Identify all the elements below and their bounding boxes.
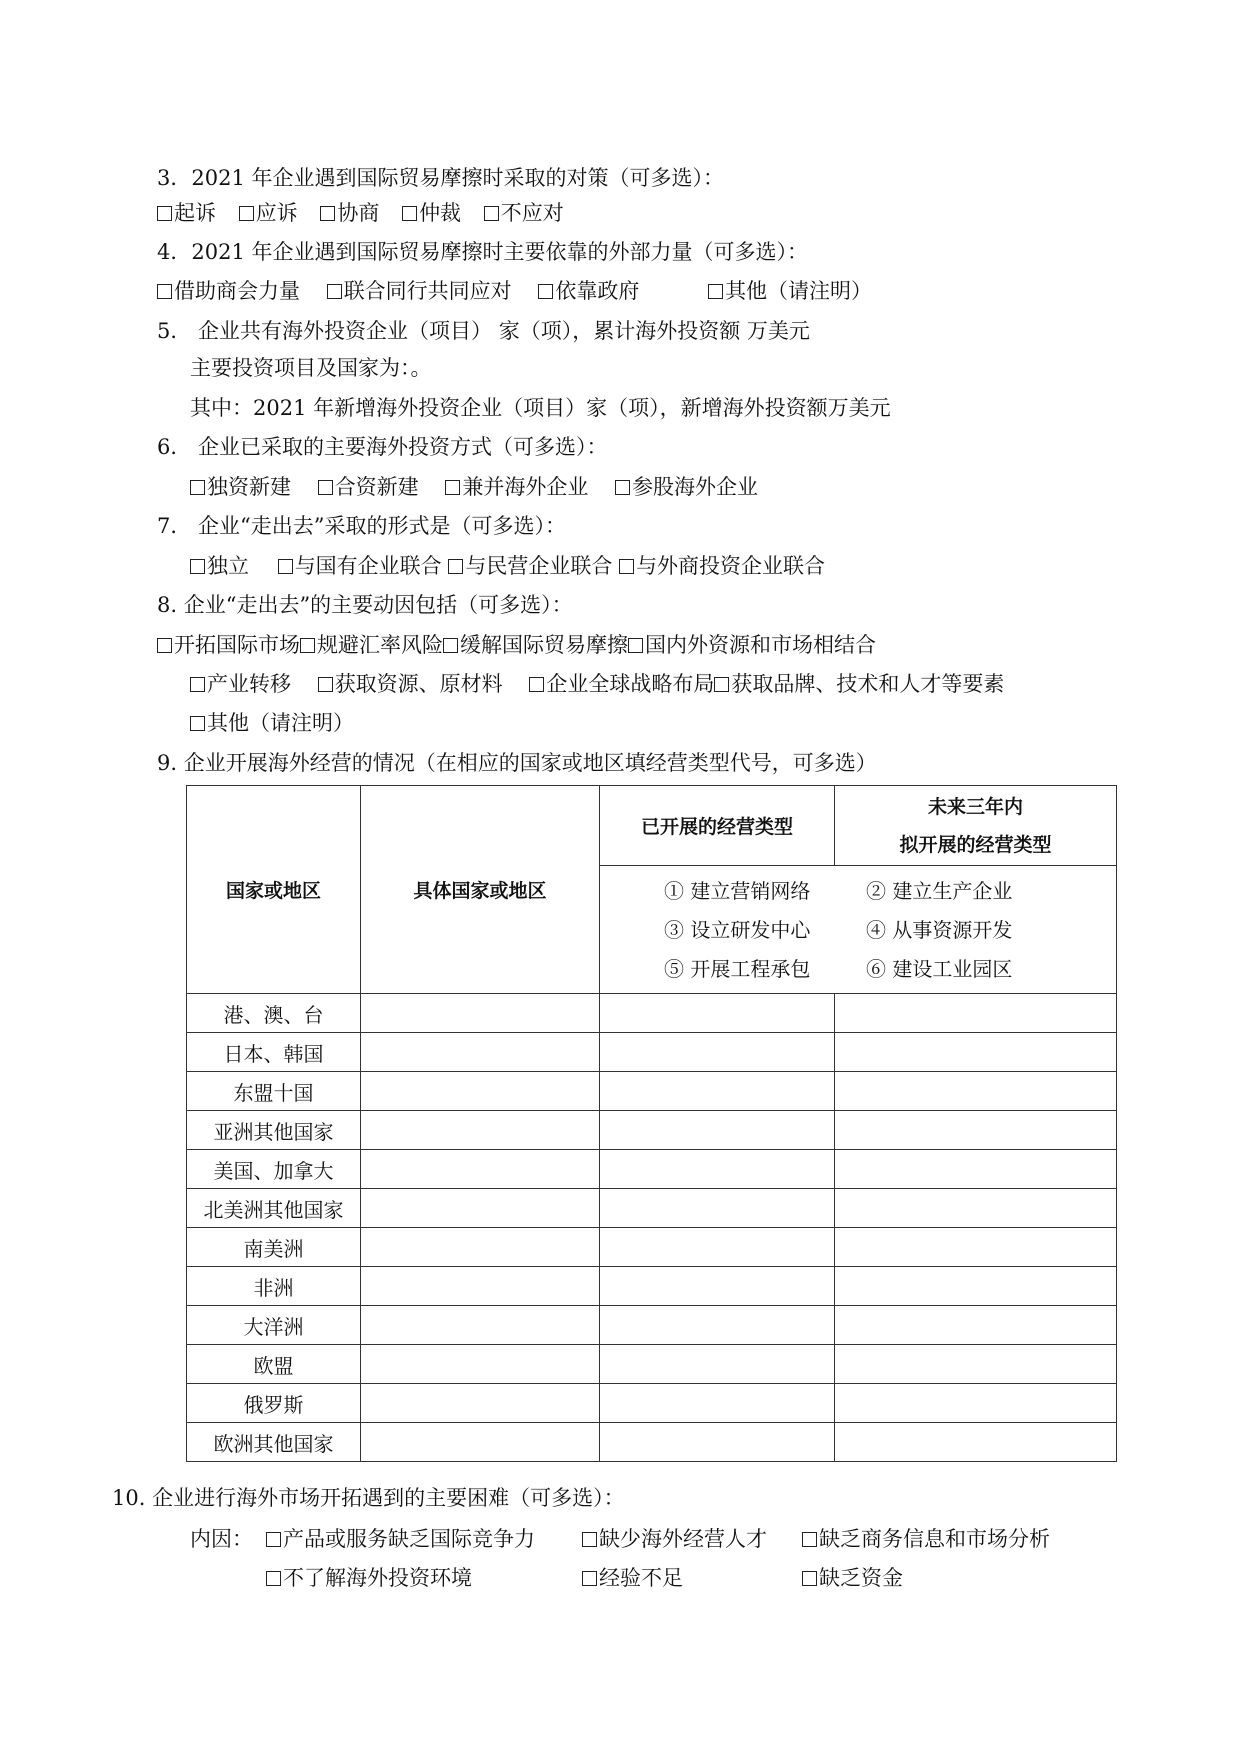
q4-option-other[interactable]: 其他（请注明） <box>708 277 872 305</box>
planned-cell[interactable] <box>835 1306 1117 1345</box>
existing-cell[interactable] <box>600 1189 835 1228</box>
specific-cell[interactable] <box>361 1306 600 1345</box>
q10-options-row2 <box>266 1564 903 1592</box>
specific-cell[interactable] <box>361 1150 600 1189</box>
checkbox-icon <box>190 677 205 692</box>
q8-title: 8. 企业“走出去”的主要动因包括（可多选）： <box>157 593 573 617</box>
checkbox-icon <box>278 559 293 574</box>
table-row <box>187 1072 1117 1111</box>
checkbox-icon <box>402 206 417 221</box>
table-row <box>187 1384 1117 1423</box>
planned-cell[interactable] <box>835 1228 1117 1267</box>
q10-options-row1 <box>190 1525 1050 1553</box>
q8-options-row1 <box>157 631 876 659</box>
region-cell: 日本、韩国 <box>187 1033 361 1072</box>
q10-option-funding[interactable]: 缺乏资金 <box>802 1564 903 1592</box>
table-row <box>187 1111 1117 1150</box>
region-cell: 俄罗斯 <box>187 1384 361 1423</box>
specific-cell[interactable] <box>361 1111 600 1150</box>
q9-title: 9. 企业开展海外经营的情况（在相应的国家或地区填经营类型代号，可多选） <box>157 751 877 775</box>
q7-option-foreign[interactable]: 与外商投资企业联合 <box>619 552 825 580</box>
q6-option-joint-venture[interactable]: 合资新建 <box>318 473 419 501</box>
planned-cell[interactable] <box>835 1423 1117 1462</box>
table-row <box>187 1306 1117 1345</box>
existing-cell[interactable] <box>600 1306 835 1345</box>
specific-cell[interactable] <box>361 1384 600 1423</box>
region-cell: 东盟十国 <box>187 1072 361 1111</box>
q6-options <box>190 473 758 501</box>
checkbox-icon <box>327 284 342 299</box>
q10-internal-label: 内因： <box>190 1527 253 1551</box>
checkbox-icon <box>157 284 172 299</box>
q3-option-sue[interactable]: 起诉 <box>157 199 216 227</box>
checkbox-icon <box>190 716 205 731</box>
table-row <box>187 994 1117 1033</box>
existing-cell[interactable] <box>600 1228 835 1267</box>
specific-cell[interactable] <box>361 1267 600 1306</box>
checkbox-icon <box>300 638 315 653</box>
q4-option-chamber[interactable]: 借助商会力量 <box>157 277 300 305</box>
planned-cell[interactable] <box>835 1033 1117 1072</box>
q5-line3: 其中：2021 年新增海外投资企业（项目）家（项），新增海外投资额万美元 <box>190 396 891 420</box>
header-region: 国家或地区 <box>187 786 361 994</box>
q5-title: 5． 企业共有海外投资企业（项目） 家（项），累计海外投资额 万美元 <box>157 319 810 343</box>
q8-option-industry-transfer[interactable]: 产业转移 <box>190 670 291 698</box>
code-6: ⑥ 建设工业园区 <box>866 957 1013 981</box>
checkbox-icon <box>448 559 463 574</box>
q7-option-state-owned[interactable]: 与国有企业联合 <box>278 552 442 580</box>
checkbox-icon <box>443 638 458 653</box>
checkbox-icon <box>802 1532 817 1547</box>
checkbox-icon <box>318 480 333 495</box>
planned-cell[interactable] <box>835 1072 1117 1111</box>
header-existing-types: 已开展的经营类型 <box>600 786 835 866</box>
q3-title: 3．2021 年企业遇到国际贸易摩擦时采取的对策（可多选）： <box>157 166 724 190</box>
q10-option-talent[interactable]: 缺少海外经营人才 <box>582 1525 802 1553</box>
q10-option-experience[interactable]: 经验不足 <box>582 1564 802 1592</box>
region-cell: 欧盟 <box>187 1345 361 1384</box>
q6-option-wholly-owned[interactable]: 独资新建 <box>190 473 291 501</box>
q8-option-trade-friction[interactable]: 缓解国际贸易摩擦 <box>443 631 628 659</box>
region-cell: 港、澳、台 <box>187 994 361 1033</box>
code-row <box>600 950 1116 989</box>
region-cell: 非洲 <box>187 1267 361 1306</box>
header-planned-line2: 拟开展的经营类型 <box>899 833 1052 856</box>
q6-option-merger[interactable]: 兼并海外企业 <box>445 473 588 501</box>
table-row <box>187 1228 1117 1267</box>
existing-cell[interactable] <box>600 1423 835 1462</box>
existing-cell[interactable] <box>600 1072 835 1111</box>
checkbox-icon <box>320 206 335 221</box>
q10-option-environment[interactable]: 不了解海外投资环境 <box>266 1564 582 1592</box>
checkbox-icon <box>266 1532 281 1547</box>
existing-cell[interactable] <box>600 1345 835 1384</box>
q6-title: 6． 企业已采取的主要海外投资方式（可多选）： <box>157 435 608 459</box>
specific-cell[interactable] <box>361 1345 600 1384</box>
checkbox-icon <box>538 284 553 299</box>
checkbox-icon <box>529 677 544 692</box>
q8-option-global-strategy[interactable]: 企业全球战略布局 <box>529 670 714 698</box>
q8-option-raw-materials[interactable]: 获取资源、原材料 <box>318 670 503 698</box>
planned-cell[interactable] <box>835 1267 1117 1306</box>
specific-cell[interactable] <box>361 1033 600 1072</box>
table-row <box>187 1033 1117 1072</box>
region-cell: 亚洲其他国家 <box>187 1111 361 1150</box>
q10-option-competitiveness[interactable]: 产品或服务缺乏国际竞争力 <box>266 1525 582 1553</box>
code-3: ③ 设立研发中心 <box>664 918 811 942</box>
code-5: ⑤ 开展工程承包 <box>664 957 811 981</box>
planned-cell[interactable] <box>835 1150 1117 1189</box>
q4-title: 4．2021 年企业遇到国际贸易摩擦时主要依靠的外部力量（可多选）： <box>157 240 808 264</box>
existing-cell[interactable] <box>600 1111 835 1150</box>
checkbox-icon <box>615 480 630 495</box>
q4-options <box>157 277 872 305</box>
specific-cell[interactable] <box>361 1228 600 1267</box>
overseas-operations-table <box>186 785 1117 1462</box>
q8-option-markets[interactable]: 开拓国际市场 <box>157 631 300 659</box>
q8-options-row3 <box>190 709 354 737</box>
q6-option-equity[interactable]: 参股海外企业 <box>615 473 758 501</box>
q8-option-fx-risk[interactable]: 规避汇率风险 <box>300 631 443 659</box>
checkbox-icon <box>318 677 333 692</box>
q5-line2: 主要投资项目及国家为：。 <box>190 356 432 380</box>
region-cell: 欧洲其他国家 <box>187 1423 361 1462</box>
q7-title: 7． 企业“走出去”采取的形式是（可多选）： <box>157 514 567 538</box>
checkbox-icon <box>157 638 172 653</box>
q3-option-negotiate[interactable]: 协商 <box>320 199 379 227</box>
table-row <box>187 1267 1117 1306</box>
table-row <box>187 1150 1117 1189</box>
q4-option-government[interactable]: 依靠政府 <box>538 277 639 305</box>
checkbox-icon <box>628 638 643 653</box>
region-cell: 美国、加拿大 <box>187 1150 361 1189</box>
existing-cell[interactable] <box>600 1384 835 1423</box>
checkbox-icon <box>802 1571 817 1586</box>
code-row <box>600 911 1116 950</box>
q3-option-arbitrate[interactable]: 仲裁 <box>402 199 461 227</box>
q3-options <box>157 199 564 227</box>
checkbox-icon <box>445 480 460 495</box>
table-row <box>187 1423 1117 1462</box>
checkbox-icon <box>708 284 723 299</box>
header-specific-region: 具体国家或地区 <box>361 786 600 994</box>
code-row <box>600 872 1116 911</box>
existing-cell[interactable] <box>600 1150 835 1189</box>
specific-cell[interactable] <box>361 1189 600 1228</box>
q3-option-no-response[interactable]: 不应对 <box>484 199 564 227</box>
q4-option-peers[interactable]: 联合同行共同应对 <box>327 277 512 305</box>
q8-option-brand-tech-talent[interactable]: 获取品牌、技术和人才等要素 <box>714 670 1004 698</box>
checkbox-icon <box>714 677 729 692</box>
existing-cell[interactable] <box>600 1033 835 1072</box>
q8-option-other[interactable]: 其他（请注明） <box>190 709 354 737</box>
region-cell: 北美洲其他国家 <box>187 1189 361 1228</box>
table-row <box>187 1189 1117 1228</box>
table-row <box>187 1345 1117 1384</box>
q7-option-private[interactable]: 与民营企业联合 <box>448 552 612 580</box>
header-planned-line1: 未来三年内 <box>927 795 1023 818</box>
q3-option-respond[interactable]: 应诉 <box>239 199 298 227</box>
code-2: ② 建立生产企业 <box>866 879 1013 903</box>
q8-option-resources-markets[interactable]: 国内外资源和市场相结合 <box>628 631 876 659</box>
planned-cell[interactable] <box>835 1111 1117 1150</box>
q10-option-business-info[interactable]: 缺乏商务信息和市场分析 <box>802 1525 1050 1553</box>
checkbox-icon <box>190 559 205 574</box>
existing-cell[interactable] <box>600 994 835 1033</box>
checkbox-icon <box>484 206 499 221</box>
checkbox-icon <box>190 480 205 495</box>
region-cell: 南美洲 <box>187 1228 361 1267</box>
header-planned-types <box>835 786 1117 866</box>
checkbox-icon <box>157 206 172 221</box>
q10-title: 10. 企业进行海外市场开拓遇到的主要困难（可多选）： <box>112 1486 625 1510</box>
existing-cell[interactable] <box>600 1267 835 1306</box>
code-4: ④ 从事资源开发 <box>866 918 1013 942</box>
checkbox-icon <box>239 206 254 221</box>
checkbox-icon <box>582 1571 597 1586</box>
q8-options-row2 <box>190 670 1004 698</box>
checkbox-icon <box>619 559 634 574</box>
specific-cell[interactable] <box>361 1423 600 1462</box>
planned-cell[interactable] <box>835 1384 1117 1423</box>
specific-cell[interactable] <box>361 994 600 1033</box>
planned-cell[interactable] <box>835 1189 1117 1228</box>
region-cell: 大洋洲 <box>187 1306 361 1345</box>
specific-cell[interactable] <box>361 1072 600 1111</box>
q7-options <box>190 552 825 580</box>
q7-option-independent[interactable]: 独立 <box>190 552 249 580</box>
code-1: ① 建立营销网络 <box>664 879 811 903</box>
planned-cell[interactable] <box>835 994 1117 1033</box>
planned-cell[interactable] <box>835 1345 1117 1384</box>
checkbox-icon <box>266 1571 281 1586</box>
checkbox-icon <box>582 1532 597 1547</box>
type-code-legend <box>600 866 1117 994</box>
